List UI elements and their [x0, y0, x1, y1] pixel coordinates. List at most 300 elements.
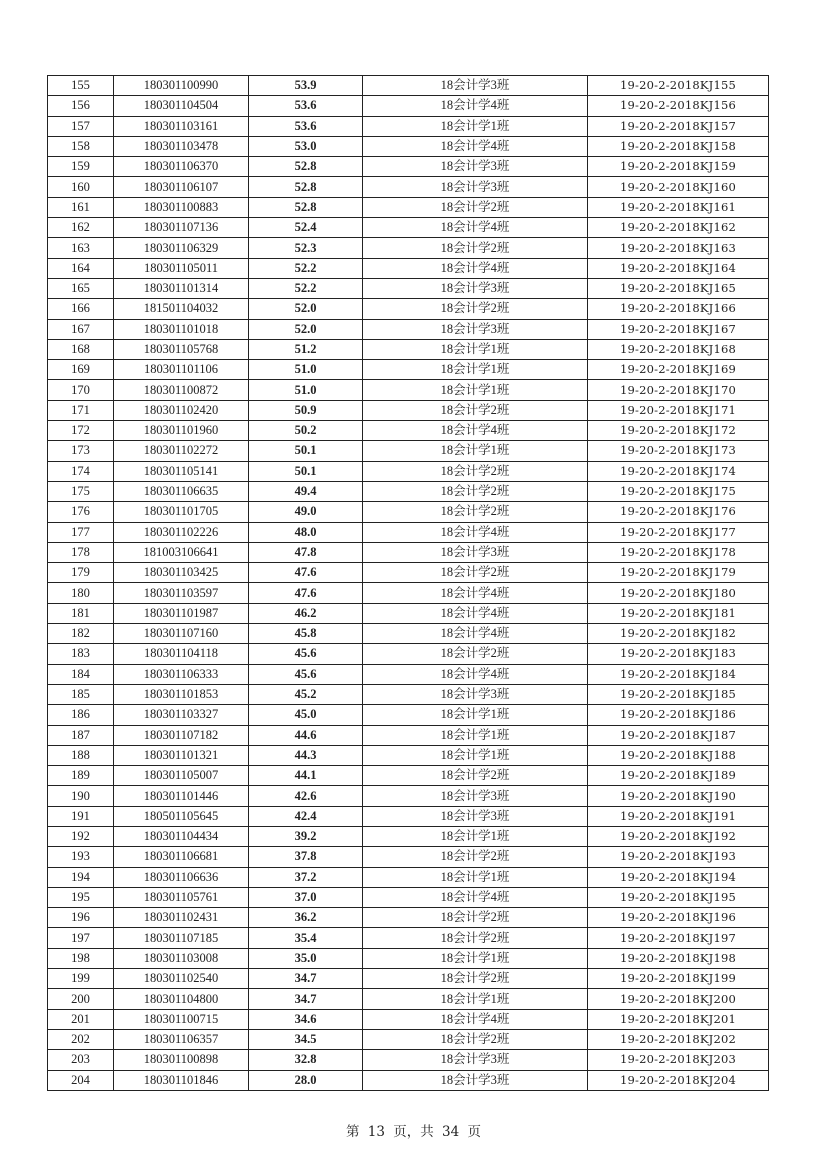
- code-cell: 19-20-2-2018KJ164: [588, 258, 769, 278]
- code-cell: 19-20-2-2018KJ178: [588, 542, 769, 562]
- student-id-cell: 180301103597: [114, 583, 249, 603]
- class-cell: 18会计学1班: [363, 116, 588, 136]
- rank-cell: 173: [48, 441, 114, 461]
- rank-cell: 168: [48, 339, 114, 359]
- student-id-cell: 180301100883: [114, 197, 249, 217]
- score-cell: 52.8: [249, 197, 363, 217]
- rank-cell: 178: [48, 542, 114, 562]
- rank-cell: 162: [48, 218, 114, 238]
- rank-cell: 159: [48, 157, 114, 177]
- student-id-cell: 180301105768: [114, 339, 249, 359]
- table-row: [48, 400, 769, 420]
- student-id-cell: 180301106329: [114, 238, 249, 258]
- rank-cell: 184: [48, 664, 114, 684]
- table-row: [48, 867, 769, 887]
- table-row: [48, 96, 769, 116]
- table-row: [48, 786, 769, 806]
- class-cell: 18会计学2班: [363, 847, 588, 867]
- code-cell: 19-20-2-2018KJ173: [588, 441, 769, 461]
- rank-cell: 195: [48, 887, 114, 907]
- rank-cell: 165: [48, 278, 114, 298]
- student-id-cell: 180301106636: [114, 867, 249, 887]
- class-cell: 18会计学2班: [363, 299, 588, 319]
- rank-cell: 174: [48, 461, 114, 481]
- code-cell: 19-20-2-2018KJ165: [588, 278, 769, 298]
- class-cell: 18会计学3班: [363, 684, 588, 704]
- student-id-cell: 180301106107: [114, 177, 249, 197]
- rank-cell: 171: [48, 400, 114, 420]
- table-row: [48, 238, 769, 258]
- table-row: [48, 766, 769, 786]
- score-cell: 47.8: [249, 542, 363, 562]
- score-cell: 47.6: [249, 583, 363, 603]
- code-cell: 19-20-2-2018KJ172: [588, 421, 769, 441]
- student-id-cell: 180501105645: [114, 806, 249, 826]
- table-row: [48, 847, 769, 867]
- score-cell: 37.0: [249, 887, 363, 907]
- student-id-cell: 180301103425: [114, 563, 249, 583]
- rank-cell: 180: [48, 583, 114, 603]
- student-id-cell: 180301106357: [114, 1029, 249, 1049]
- table-row: [48, 441, 769, 461]
- score-cell: 50.9: [249, 400, 363, 420]
- table-row: [48, 197, 769, 217]
- score-cell: 49.0: [249, 502, 363, 522]
- score-cell: 52.3: [249, 238, 363, 258]
- student-id-cell: 180301103327: [114, 705, 249, 725]
- code-cell: 19-20-2-2018KJ188: [588, 745, 769, 765]
- rank-cell: 166: [48, 299, 114, 319]
- student-id-cell: 180301107182: [114, 725, 249, 745]
- table-row: [48, 258, 769, 278]
- table-row: [48, 664, 769, 684]
- class-cell: 18会计学4班: [363, 136, 588, 156]
- rank-cell: 163: [48, 238, 114, 258]
- table-row: [48, 948, 769, 968]
- class-cell: 18会计学4班: [363, 583, 588, 603]
- table-row: [48, 481, 769, 501]
- code-cell: 19-20-2-2018KJ174: [588, 461, 769, 481]
- code-cell: 19-20-2-2018KJ155: [588, 76, 769, 96]
- student-id-cell: 180301102420: [114, 400, 249, 420]
- score-cell: 50.2: [249, 421, 363, 441]
- table-row: [48, 157, 769, 177]
- code-cell: 19-20-2-2018KJ199: [588, 969, 769, 989]
- student-id-cell: 180301101960: [114, 421, 249, 441]
- grades-table-body: [48, 76, 769, 1091]
- score-cell: 50.1: [249, 461, 363, 481]
- table-row: [48, 542, 769, 562]
- rank-cell: 201: [48, 1009, 114, 1029]
- student-id-cell: 180301101106: [114, 360, 249, 380]
- table-row: [48, 806, 769, 826]
- table-row: [48, 603, 769, 623]
- class-cell: 18会计学2班: [363, 481, 588, 501]
- rank-cell: 157: [48, 116, 114, 136]
- code-cell: 19-20-2-2018KJ191: [588, 806, 769, 826]
- score-cell: 36.2: [249, 908, 363, 928]
- class-cell: 18会计学2班: [363, 563, 588, 583]
- class-cell: 18会计学1班: [363, 989, 588, 1009]
- score-cell: 52.8: [249, 177, 363, 197]
- student-id-cell: 180301105011: [114, 258, 249, 278]
- table-row: [48, 360, 769, 380]
- table-row: [48, 136, 769, 156]
- rank-cell: 167: [48, 319, 114, 339]
- student-id-cell: 181501104032: [114, 299, 249, 319]
- code-cell: 19-20-2-2018KJ193: [588, 847, 769, 867]
- student-id-cell: 180301106370: [114, 157, 249, 177]
- student-id-cell: 180301101853: [114, 684, 249, 704]
- class-cell: 18会计学3班: [363, 1070, 588, 1090]
- table-row: [48, 522, 769, 542]
- rank-cell: 172: [48, 421, 114, 441]
- score-cell: 35.4: [249, 928, 363, 948]
- code-cell: 19-20-2-2018KJ170: [588, 380, 769, 400]
- page-footer: 第 13 页，共 34 页: [345, 1124, 482, 1140]
- code-cell: 19-20-2-2018KJ198: [588, 948, 769, 968]
- class-cell: 18会计学4班: [363, 96, 588, 116]
- code-cell: 19-20-2-2018KJ181: [588, 603, 769, 623]
- student-id-cell: 180301103008: [114, 948, 249, 968]
- class-cell: 18会计学2班: [363, 502, 588, 522]
- rank-cell: 175: [48, 481, 114, 501]
- table-row: [48, 1070, 769, 1090]
- rank-cell: 169: [48, 360, 114, 380]
- rank-cell: 177: [48, 522, 114, 542]
- score-cell: 51.2: [249, 339, 363, 359]
- score-cell: 52.4: [249, 218, 363, 238]
- class-cell: 18会计学1班: [363, 705, 588, 725]
- rank-cell: 176: [48, 502, 114, 522]
- code-cell: 19-20-2-2018KJ176: [588, 502, 769, 522]
- rank-cell: 186: [48, 705, 114, 725]
- rank-cell: 161: [48, 197, 114, 217]
- student-id-cell: 180301101018: [114, 319, 249, 339]
- rank-cell: 179: [48, 563, 114, 583]
- rank-cell: 194: [48, 867, 114, 887]
- class-cell: 18会计学3班: [363, 806, 588, 826]
- class-cell: 18会计学4班: [363, 522, 588, 542]
- table-row: [48, 502, 769, 522]
- code-cell: 19-20-2-2018KJ202: [588, 1029, 769, 1049]
- class-cell: 18会计学2班: [363, 400, 588, 420]
- score-cell: 32.8: [249, 1050, 363, 1070]
- rank-cell: 200: [48, 989, 114, 1009]
- table-row: [48, 826, 769, 846]
- student-id-cell: 180301105007: [114, 766, 249, 786]
- table-row: [48, 908, 769, 928]
- rank-cell: 198: [48, 948, 114, 968]
- score-cell: 52.0: [249, 319, 363, 339]
- table-row: [48, 461, 769, 481]
- table-row: [48, 644, 769, 664]
- class-cell: 18会计学3班: [363, 157, 588, 177]
- class-cell: 18会计学4班: [363, 603, 588, 623]
- code-cell: 19-20-2-2018KJ169: [588, 360, 769, 380]
- table-row: [48, 887, 769, 907]
- score-cell: 52.2: [249, 258, 363, 278]
- student-id-cell: 180301101705: [114, 502, 249, 522]
- class-cell: 18会计学2班: [363, 928, 588, 948]
- class-cell: 18会计学2班: [363, 644, 588, 664]
- score-cell: 46.2: [249, 603, 363, 623]
- student-id-cell: 180301106333: [114, 664, 249, 684]
- rank-cell: 191: [48, 806, 114, 826]
- rank-cell: 203: [48, 1050, 114, 1070]
- class-cell: 18会计学2班: [363, 197, 588, 217]
- code-cell: 19-20-2-2018KJ185: [588, 684, 769, 704]
- rank-cell: 187: [48, 725, 114, 745]
- class-cell: 18会计学1班: [363, 826, 588, 846]
- table-row: [48, 339, 769, 359]
- class-cell: 18会计学4班: [363, 421, 588, 441]
- code-cell: 19-20-2-2018KJ159: [588, 157, 769, 177]
- score-cell: 47.6: [249, 563, 363, 583]
- score-cell: 48.0: [249, 522, 363, 542]
- code-cell: 19-20-2-2018KJ194: [588, 867, 769, 887]
- class-cell: 18会计学4班: [363, 664, 588, 684]
- code-cell: 19-20-2-2018KJ158: [588, 136, 769, 156]
- rank-cell: 189: [48, 766, 114, 786]
- student-id-cell: 180301105761: [114, 887, 249, 907]
- table-row: [48, 299, 769, 319]
- class-cell: 18会计学1班: [363, 725, 588, 745]
- student-id-cell: 180301101846: [114, 1070, 249, 1090]
- score-cell: 45.6: [249, 644, 363, 664]
- student-id-cell: 181003106641: [114, 542, 249, 562]
- code-cell: 19-20-2-2018KJ161: [588, 197, 769, 217]
- score-cell: 35.0: [249, 948, 363, 968]
- student-id-cell: 180301107185: [114, 928, 249, 948]
- code-cell: 19-20-2-2018KJ196: [588, 908, 769, 928]
- code-cell: 19-20-2-2018KJ180: [588, 583, 769, 603]
- score-cell: 50.1: [249, 441, 363, 461]
- student-id-cell: 180301101446: [114, 786, 249, 806]
- student-id-cell: 180301102431: [114, 908, 249, 928]
- student-id-cell: 180301107136: [114, 218, 249, 238]
- code-cell: 19-20-2-2018KJ189: [588, 766, 769, 786]
- code-cell: 19-20-2-2018KJ200: [588, 989, 769, 1009]
- score-cell: 45.0: [249, 705, 363, 725]
- code-cell: 19-20-2-2018KJ163: [588, 238, 769, 258]
- student-id-cell: 180301107160: [114, 624, 249, 644]
- score-cell: 37.2: [249, 867, 363, 887]
- rank-cell: 164: [48, 258, 114, 278]
- class-cell: 18会计学1班: [363, 867, 588, 887]
- code-cell: 19-20-2-2018KJ162: [588, 218, 769, 238]
- rank-cell: 182: [48, 624, 114, 644]
- class-cell: 18会计学2班: [363, 969, 588, 989]
- student-id-cell: 180301106635: [114, 481, 249, 501]
- class-cell: 18会计学1班: [363, 360, 588, 380]
- student-id-cell: 180301104118: [114, 644, 249, 664]
- rank-cell: 196: [48, 908, 114, 928]
- code-cell: 19-20-2-2018KJ175: [588, 481, 769, 501]
- code-cell: 19-20-2-2018KJ156: [588, 96, 769, 116]
- rank-cell: 204: [48, 1070, 114, 1090]
- rank-cell: 181: [48, 603, 114, 623]
- table-row: [48, 745, 769, 765]
- class-cell: 18会计学4班: [363, 1009, 588, 1029]
- score-cell: 34.6: [249, 1009, 363, 1029]
- rank-cell: 160: [48, 177, 114, 197]
- table-row: [48, 969, 769, 989]
- table-row: [48, 116, 769, 136]
- student-id-cell: 180301101321: [114, 745, 249, 765]
- class-cell: 18会计学4班: [363, 887, 588, 907]
- table-row: [48, 421, 769, 441]
- score-cell: 52.8: [249, 157, 363, 177]
- code-cell: 19-20-2-2018KJ201: [588, 1009, 769, 1029]
- class-cell: 18会计学4班: [363, 218, 588, 238]
- code-cell: 19-20-2-2018KJ182: [588, 624, 769, 644]
- code-cell: 19-20-2-2018KJ171: [588, 400, 769, 420]
- code-cell: 19-20-2-2018KJ186: [588, 705, 769, 725]
- table-row: [48, 278, 769, 298]
- code-cell: 19-20-2-2018KJ204: [588, 1070, 769, 1090]
- class-cell: 18会计学2班: [363, 908, 588, 928]
- score-cell: 34.7: [249, 989, 363, 1009]
- code-cell: 19-20-2-2018KJ184: [588, 664, 769, 684]
- score-cell: 51.0: [249, 360, 363, 380]
- rank-cell: 193: [48, 847, 114, 867]
- student-id-cell: 180301105141: [114, 461, 249, 481]
- code-cell: 19-20-2-2018KJ157: [588, 116, 769, 136]
- score-cell: 49.4: [249, 481, 363, 501]
- score-cell: 37.8: [249, 847, 363, 867]
- score-cell: 45.6: [249, 664, 363, 684]
- score-cell: 53.0: [249, 136, 363, 156]
- rank-cell: 190: [48, 786, 114, 806]
- class-cell: 18会计学3班: [363, 319, 588, 339]
- rank-cell: 183: [48, 644, 114, 664]
- table-row: [48, 928, 769, 948]
- student-id-cell: 180301104504: [114, 96, 249, 116]
- student-id-cell: 180301103161: [114, 116, 249, 136]
- code-cell: 19-20-2-2018KJ190: [588, 786, 769, 806]
- code-cell: 19-20-2-2018KJ168: [588, 339, 769, 359]
- class-cell: 18会计学3班: [363, 1050, 588, 1070]
- class-cell: 18会计学3班: [363, 76, 588, 96]
- table-row: [48, 563, 769, 583]
- rank-cell: 156: [48, 96, 114, 116]
- table-row: [48, 1009, 769, 1029]
- student-id-cell: 180301100715: [114, 1009, 249, 1029]
- score-cell: 53.6: [249, 116, 363, 136]
- rank-cell: 170: [48, 380, 114, 400]
- rank-cell: 158: [48, 136, 114, 156]
- rank-cell: 155: [48, 76, 114, 96]
- score-cell: 45.8: [249, 624, 363, 644]
- student-id-cell: 180301102272: [114, 441, 249, 461]
- class-cell: 18会计学4班: [363, 258, 588, 278]
- rank-cell: 202: [48, 1029, 114, 1049]
- code-cell: 19-20-2-2018KJ187: [588, 725, 769, 745]
- student-id-cell: 180301100872: [114, 380, 249, 400]
- score-cell: 52.2: [249, 278, 363, 298]
- score-cell: 52.0: [249, 299, 363, 319]
- code-cell: 19-20-2-2018KJ197: [588, 928, 769, 948]
- class-cell: 18会计学1班: [363, 745, 588, 765]
- student-id-cell: 180301101314: [114, 278, 249, 298]
- student-id-cell: 180301102226: [114, 522, 249, 542]
- rank-cell: 197: [48, 928, 114, 948]
- score-cell: 34.5: [249, 1029, 363, 1049]
- table-row: [48, 684, 769, 704]
- table-row: [48, 989, 769, 1009]
- score-cell: 42.6: [249, 786, 363, 806]
- student-id-cell: 180301100898: [114, 1050, 249, 1070]
- class-cell: 18会计学3班: [363, 786, 588, 806]
- grades-table: [47, 75, 769, 1091]
- score-cell: 44.6: [249, 725, 363, 745]
- class-cell: 18会计学2班: [363, 238, 588, 258]
- code-cell: 19-20-2-2018KJ203: [588, 1050, 769, 1070]
- student-id-cell: 180301101987: [114, 603, 249, 623]
- code-cell: 19-20-2-2018KJ177: [588, 522, 769, 542]
- class-cell: 18会计学2班: [363, 461, 588, 481]
- table-row: [48, 583, 769, 603]
- code-cell: 19-20-2-2018KJ179: [588, 563, 769, 583]
- student-id-cell: 180301103478: [114, 136, 249, 156]
- student-id-cell: 180301104434: [114, 826, 249, 846]
- score-cell: 44.3: [249, 745, 363, 765]
- code-cell: 19-20-2-2018KJ160: [588, 177, 769, 197]
- code-cell: 19-20-2-2018KJ167: [588, 319, 769, 339]
- score-cell: 53.9: [249, 76, 363, 96]
- class-cell: 18会计学1班: [363, 948, 588, 968]
- code-cell: 19-20-2-2018KJ183: [588, 644, 769, 664]
- table-row: [48, 1029, 769, 1049]
- class-cell: 18会计学1班: [363, 380, 588, 400]
- class-cell: 18会计学3班: [363, 278, 588, 298]
- student-id-cell: 180301102540: [114, 969, 249, 989]
- score-cell: 45.2: [249, 684, 363, 704]
- student-id-cell: 180301104800: [114, 989, 249, 1009]
- score-cell: 39.2: [249, 826, 363, 846]
- score-cell: 44.1: [249, 766, 363, 786]
- table-row: [48, 380, 769, 400]
- class-cell: 18会计学2班: [363, 1029, 588, 1049]
- class-cell: 18会计学1班: [363, 441, 588, 461]
- table-row: [48, 76, 769, 96]
- table-row: [48, 705, 769, 725]
- student-id-cell: 180301100990: [114, 76, 249, 96]
- table-row: [48, 624, 769, 644]
- rank-cell: 185: [48, 684, 114, 704]
- class-cell: 18会计学2班: [363, 766, 588, 786]
- table-row: [48, 218, 769, 238]
- table-row: [48, 1050, 769, 1070]
- table-row: [48, 177, 769, 197]
- class-cell: 18会计学3班: [363, 542, 588, 562]
- code-cell: 19-20-2-2018KJ166: [588, 299, 769, 319]
- class-cell: 18会计学3班: [363, 177, 588, 197]
- code-cell: 19-20-2-2018KJ192: [588, 826, 769, 846]
- score-cell: 34.7: [249, 969, 363, 989]
- code-cell: 19-20-2-2018KJ195: [588, 887, 769, 907]
- score-cell: 53.6: [249, 96, 363, 116]
- student-id-cell: 180301106681: [114, 847, 249, 867]
- class-cell: 18会计学1班: [363, 339, 588, 359]
- table-row: [48, 725, 769, 745]
- score-cell: 42.4: [249, 806, 363, 826]
- rank-cell: 199: [48, 969, 114, 989]
- table-row: [48, 319, 769, 339]
- score-cell: 28.0: [249, 1070, 363, 1090]
- rank-cell: 188: [48, 745, 114, 765]
